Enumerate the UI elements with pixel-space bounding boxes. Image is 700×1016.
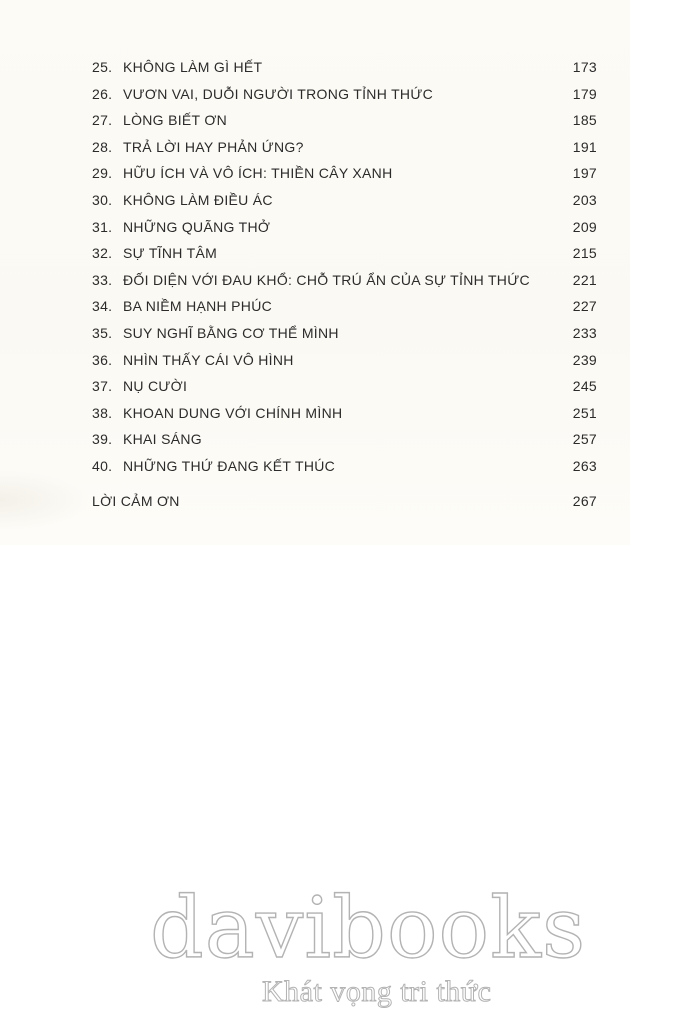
toc-entry-page: 215 <box>572 245 597 262</box>
toc-entry[interactable] <box>92 320 597 347</box>
toc-entry-number: 40. <box>92 457 113 474</box>
toc-entry-number: 26. <box>92 85 113 102</box>
toc-entry-title: NHÌN THẤY CÁI VÔ HÌNH <box>123 351 294 368</box>
toc-entry-title: BA NIỀM HẠNH PHÚC <box>123 298 273 315</box>
toc-entry[interactable] <box>92 453 597 480</box>
toc-entry[interactable] <box>92 160 597 187</box>
toc-entry[interactable] <box>92 81 597 108</box>
page-shadow <box>0 470 90 530</box>
toc-entry[interactable] <box>92 267 597 294</box>
toc-entry-number: 31. <box>92 218 113 235</box>
toc-acknowledgements-title: LỜI CẢM ƠN <box>92 493 180 509</box>
toc-entry-title: KHAI SÁNG <box>123 431 202 448</box>
toc-entry-page: 209 <box>572 218 597 235</box>
toc-entry[interactable] <box>92 293 597 320</box>
toc-entry-page: 239 <box>572 351 597 368</box>
toc-entry-title: SUY NGHĨ BẰNG CƠ THỂ MÌNH <box>123 324 339 341</box>
toc-entry-page: 179 <box>572 85 597 102</box>
toc-entry[interactable] <box>92 107 597 134</box>
toc-entry-page: 263 <box>572 457 597 474</box>
toc-entry-title: TRẢ LỜI HAY PHẢN ỨNG? <box>123 138 304 155</box>
toc-entry-number: 34. <box>92 298 113 315</box>
toc-entry-title: KHÔNG LÀM GÌ HẾT <box>123 59 263 75</box>
toc-acknowledgements-row[interactable] <box>92 487 597 515</box>
toc-entry-number: 25. <box>92 59 113 75</box>
toc-entry-title: NHỮNG THỨ ĐANG KẾT THÚC <box>123 457 336 474</box>
toc-acknowledgements-page: 267 <box>572 493 597 509</box>
toc-entry[interactable] <box>92 187 597 214</box>
toc-entry-number: 27. <box>92 112 113 129</box>
toc-entry-number: 33. <box>92 271 113 288</box>
toc-entry[interactable] <box>92 347 597 374</box>
table-of-contents <box>92 54 597 480</box>
toc-entry-page: 245 <box>572 378 597 395</box>
toc-entry[interactable] <box>92 240 597 267</box>
toc-entry-title: HỮU ÍCH VÀ VÔ ÍCH: THIỀN CÂY XANH <box>123 165 393 182</box>
toc-entry-number: 36. <box>92 351 113 368</box>
toc-entry-page: 251 <box>572 404 597 421</box>
toc-entry-title: LÒNG BIẾT ƠN <box>123 112 228 129</box>
toc-entry[interactable] <box>92 54 597 81</box>
toc-entry-number: 37. <box>92 378 113 395</box>
toc-entry-page: 233 <box>572 324 597 341</box>
toc-entry-page: 173 <box>572 59 597 75</box>
toc-entry-title: NHỮNG QUÃNG THỞ <box>123 218 271 235</box>
toc-entry-page: 185 <box>572 112 597 129</box>
davibooks-watermark-logo: davibooks <box>150 879 587 977</box>
toc-entry[interactable] <box>92 214 597 241</box>
toc-entry-title: KHÔNG LÀM ĐIỀU ÁC <box>123 191 273 208</box>
toc-entry-page: 197 <box>572 165 597 182</box>
toc-entry-page: 257 <box>572 431 597 448</box>
toc-entry-page: 191 <box>572 138 597 155</box>
toc-entry-title: ĐỐI DIỆN VỚI ĐAU KHỔ: CHỖ TRÚ ẨN CỦA SỰ TỈNH THỨC <box>123 271 530 288</box>
toc-entry-page: 221 <box>572 271 597 288</box>
toc-entry-number: 39. <box>92 431 113 448</box>
toc-entry-number: 29. <box>92 165 113 182</box>
toc-entry[interactable] <box>92 134 597 161</box>
toc-entry-title: SỰ TĨNH TÂM <box>123 245 218 262</box>
davibooks-watermark-tagline: Khát vọng tri thức <box>262 975 492 1008</box>
toc-entry-number: 30. <box>92 191 113 208</box>
toc-entry-number: 32. <box>92 245 113 262</box>
toc-entry[interactable] <box>92 426 597 453</box>
toc-entry-page: 203 <box>572 191 597 208</box>
toc-entry-title: KHOAN DUNG VỚI CHÍNH MÌNH <box>123 404 343 421</box>
toc-entry-page: 227 <box>572 298 597 315</box>
toc-entry[interactable] <box>92 400 597 427</box>
toc-entry-title: VƯƠN VAI, DUỖI NGƯỜI TRONG TỈNH THỨC <box>123 85 433 102</box>
toc-entry[interactable] <box>92 373 597 400</box>
toc-entry-number: 38. <box>92 404 113 421</box>
toc-entry-number: 35. <box>92 324 113 341</box>
toc-entry-title: NỤ CƯỜI <box>123 378 188 395</box>
toc-entry-number: 28. <box>92 138 113 155</box>
